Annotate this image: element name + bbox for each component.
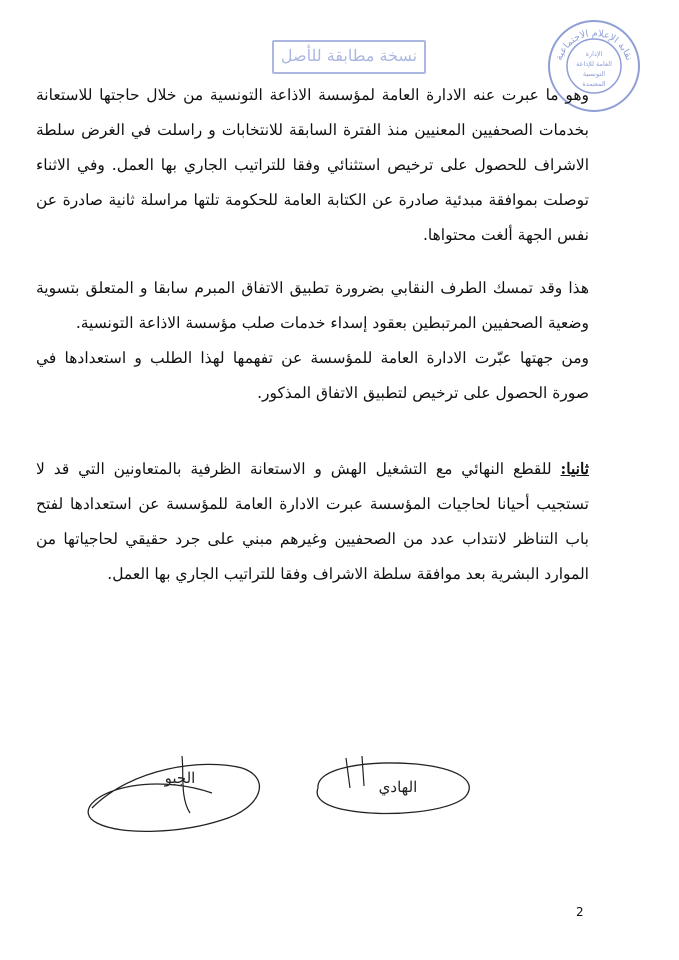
svg-text:الإدارة: الإدارة xyxy=(585,50,603,58)
paragraph-4 xyxy=(36,451,589,592)
copy-stamp: نسخة مطابقة للأصل xyxy=(272,40,426,74)
svg-text:الجبو: الجبو xyxy=(164,769,196,787)
letter-body xyxy=(36,78,589,592)
section-heading-2: ثانيا: xyxy=(560,459,589,478)
svg-text:العامة للإذاعة: العامة للإذاعة xyxy=(576,60,612,68)
svg-text:نقابة الإعلام الاجتماعية: نقابة الإعلام الاجتماعية xyxy=(553,27,635,62)
page-number: 2 xyxy=(576,905,584,919)
svg-text:الهادي: الهادي xyxy=(378,778,418,796)
svg-text:المعتمدة: المعتمدة xyxy=(582,80,606,88)
paragraph-3: ومن جهتها عبّرت الادارة العامة للمؤسسة عن تفهمها لهذا الطلب و استعدادها في صورة الحصول على ترخيص لتطبيق الاتفاق المذكور. xyxy=(36,349,589,402)
signature-left xyxy=(72,738,282,848)
paragraph-2: هذا وقد تمسك الطرف النقابي بضرورة تطبيق الاتفاق المبرم سابقا و المتعلق بتسوية وضعية الصحفيين المرتبطين بعقود إسداء خدمات صلب مؤسسة الاذاعة التونسية. xyxy=(36,279,589,332)
svg-text:التونسية: التونسية xyxy=(582,70,606,78)
paragraph-1: وهو ما عبرت عنه الادارة العامة لمؤسسة الاذاعة التونسية من خلال حاجتها للاستعانة بخدمات الصحفيين المعنيين منذ الفترة السابقة للانتخابات و راسلت في الغرض سلطة الاشراف للحصول على ترخيص استثنائي وفقا للتراتيب الجاري بها العمل. وفي الاثناء توصلت بموافقة مبدئية صادرة عن الكتابة العامة للحكومة تلتها مراسلة ثانية صادرة عن نفس الجهة ألغت محتواها. xyxy=(36,86,589,244)
signature-right xyxy=(306,748,482,828)
paragraph-4-text: للقطع النهائي مع التشغيل الهش و الاستعانة الظرفية بالمتعاونين التي قد لا تستجيب أحيانا لحاجيات المؤسسة عبرت الادارة العامة للمؤسسة عن استعدادها لفتح باب التناظر لانتداب عدد من الصحفيين وغيرهم مبني على جرد حقيقي لحاجياتها من الموارد البشرية بعد موافقة سلطة الاشراف وفقا للتراتيب الجاري بها العمل. xyxy=(36,460,589,583)
